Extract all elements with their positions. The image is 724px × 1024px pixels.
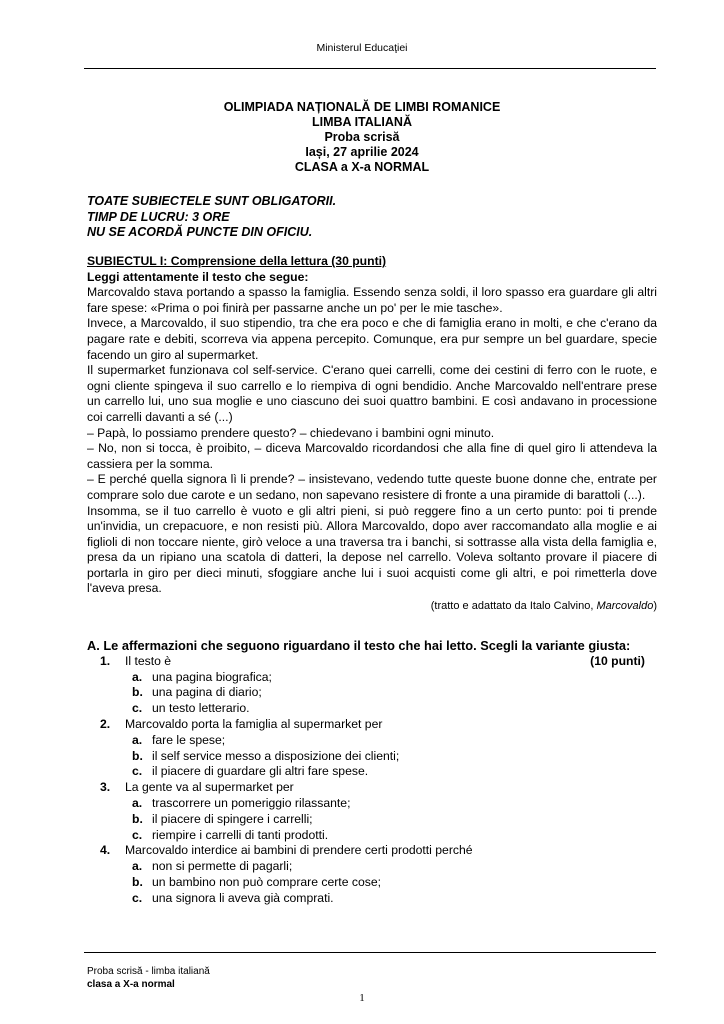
question-number: 1.: [100, 653, 111, 668]
question-2: [87, 717, 657, 733]
option-4c: [87, 891, 657, 907]
instruction-line: NU SE ACORDĂ PUNCTE DIN OFICIU.: [87, 225, 313, 239]
option-4a: [87, 859, 657, 875]
option-2a: [87, 733, 657, 749]
option-4b: [87, 875, 657, 891]
page-number: 1: [359, 992, 365, 1004]
passage-source: [87, 599, 657, 615]
option-text: il piacere di spingere i carrelli;: [152, 811, 313, 826]
option-letter: a.: [132, 795, 143, 810]
option-text: un testo letterario.: [152, 701, 250, 716]
option-letter: b.: [132, 874, 143, 889]
option-letter: c.: [132, 890, 143, 905]
footer-divider: [84, 952, 656, 953]
question-text: La gente va al supermarket per: [125, 780, 294, 795]
passage-paragraph: Marcovaldo stava portando a spasso la famiglia. Essendo senza soldi, il loro spasso era guardare gli altri fare spese: «Prima o poi finirà per passarne anche un po' per le mie tasche».: [87, 285, 657, 315]
option-2b: [87, 749, 657, 765]
exam-date: Iași, 27 aprilie 2024: [305, 145, 419, 159]
olympiad-title: OLIMPIADA NAȚIONALĂ DE LIMBI ROMANICE: [223, 100, 501, 114]
question-1: [87, 654, 657, 670]
option-letter: a.: [132, 859, 143, 874]
question-number: 2.: [100, 716, 111, 731]
option-letter: c.: [132, 827, 143, 842]
source-prefix: (tratto e adattato da Italo Calvino,: [430, 600, 597, 613]
option-1a: [87, 670, 657, 686]
option-text: non si permette di pagarli;: [152, 859, 293, 874]
option-3c: [87, 828, 657, 844]
language-title: LIMBA ITALIANĂ: [312, 115, 412, 129]
option-text: una pagina biografica;: [152, 669, 272, 684]
footer-class-label: clasa a X-a normal: [87, 979, 175, 990]
option-text: un bambino non può comprare certe cose;: [152, 874, 381, 889]
part-a-questions: [87, 638, 657, 907]
question-4: [87, 843, 657, 859]
question-text: Marcovaldo interdice ai bambini di prendere certi prodotti perché: [125, 843, 473, 858]
question-number: 3.: [100, 780, 111, 795]
passage-paragraph: – Papà, lo possiamo prendere questo? – chiedevano i bambini ogni minuto.: [87, 425, 495, 440]
question-number: 4.: [100, 843, 111, 858]
page-footer: [87, 965, 210, 991]
option-text: una signora li aveva già comprati.: [152, 890, 334, 905]
option-text: riempire i carrelli di tanti prodotti.: [152, 827, 329, 842]
source-title: Marcovaldo: [596, 600, 654, 613]
question-text: Marcovaldo porta la famiglia al supermarket per: [125, 716, 383, 731]
header-divider: [84, 68, 656, 69]
section-lead: Leggi attentamente il testo che segue:: [87, 269, 309, 284]
passage-paragraph: – No, non si tocca, è proibito, – diceva Marcovaldo ricordandosi che alla fine di quel giro li attendeva la cassiera per la somma.: [87, 441, 657, 471]
option-text: trascorrere un pomeriggio rilassante;: [152, 795, 351, 810]
source-suffix: ): [653, 600, 657, 613]
option-text: il self service messo a disposizione dei clienti;: [152, 748, 400, 763]
option-text: il piacere di guardare gli altri fare spese.: [152, 764, 369, 779]
option-2c: [87, 764, 657, 780]
ministry-header: Ministerul Educaţiei: [316, 42, 408, 54]
option-letter: c.: [132, 701, 143, 716]
reading-section: [87, 254, 657, 615]
part-a-intro: A. Le affermazioni che seguono riguardano il testo che hai letto. Scegli la variante giusta:: [87, 638, 631, 653]
option-letter: a.: [132, 669, 143, 684]
option-letter: b.: [132, 811, 143, 826]
question-3: [87, 780, 657, 796]
option-text: una pagina di diario;: [152, 685, 262, 700]
passage-paragraph: Insomma, se il tuo carrello è vuoto e gli altri pieni, si può reggere fino a un certo punto: poi ti prende un'invidia, un crepacuore, e non resisti più. Allora Marcovaldo, dopo aver raccomandato alla moglie e ai figlioli di non toccare niente, girò veloce a una traversa tra i banchi, si sottrasse alla vista della famiglia e, presa da un ripiano una scatola di datteri, la depose nel carrello. Voleva soltanto provare il piacere di portarla in giro per dieci minuti, sfoggiare anche lui i suoi acquisti come gli altri, e poi rimetterla dove l'aveva presa.: [87, 503, 657, 596]
option-3a: [87, 796, 657, 812]
exam-title-block: [0, 100, 724, 175]
question-text: Il testo è: [125, 653, 172, 668]
passage-paragraph: Il supermarket funzionava col self-service. C'erano quei carrelli, come dei cestini di ferro con le ruote, e ogni cliente spingeva il suo carrello e lo riempiva di ogni bendidio. Anche Marcovaldo nell'entrare prese un carrello lui, uno sua moglie e uno ciascuno dei suoi quattro bambini. E così andavano in processione coi carrelli davanti a sé (...): [87, 363, 657, 424]
passage-paragraph: – E perché quella signora lì li prende? – insistevano, vedendo tutte queste buone donne che, entrate per comprare solo due carote e un sedano, non sapevano resistere di fronte a una piramide di barattoli (...).: [87, 472, 657, 502]
part-a-points: (10 punti): [590, 653, 645, 668]
option-3b: [87, 812, 657, 828]
instruction-line: TIMP DE LUCRU: 3 ORE: [87, 209, 230, 224]
option-letter: a.: [132, 732, 143, 747]
passage-paragraph: Invece, a Marcovaldo, il suo stipendio, tra che era poco e che di famiglia erano in molti, e che c'erano da pagare rate e debiti, scorreva via appena percepito. Comunque, era pur sempre un bel guardare, specie facendo un giro al supermarket.: [87, 316, 657, 362]
exam-type: Proba scrisă: [324, 130, 400, 144]
option-1b: [87, 685, 657, 701]
section-title: SUBIECTUL I: Comprensione della lettura (30 punti): [87, 254, 387, 268]
option-text: fare le spese;: [152, 732, 226, 747]
general-instructions: [87, 194, 336, 241]
option-letter: c.: [132, 764, 143, 779]
option-1c: [87, 701, 657, 717]
option-letter: b.: [132, 748, 143, 763]
footer-exam-label: Proba scrisă - limba italiană: [87, 966, 210, 977]
exam-class: CLASA a X-a NORMAL: [294, 160, 430, 174]
instruction-line: TOATE SUBIECTELE SUNT OBLIGATORII.: [87, 194, 337, 208]
option-letter: b.: [132, 685, 143, 700]
